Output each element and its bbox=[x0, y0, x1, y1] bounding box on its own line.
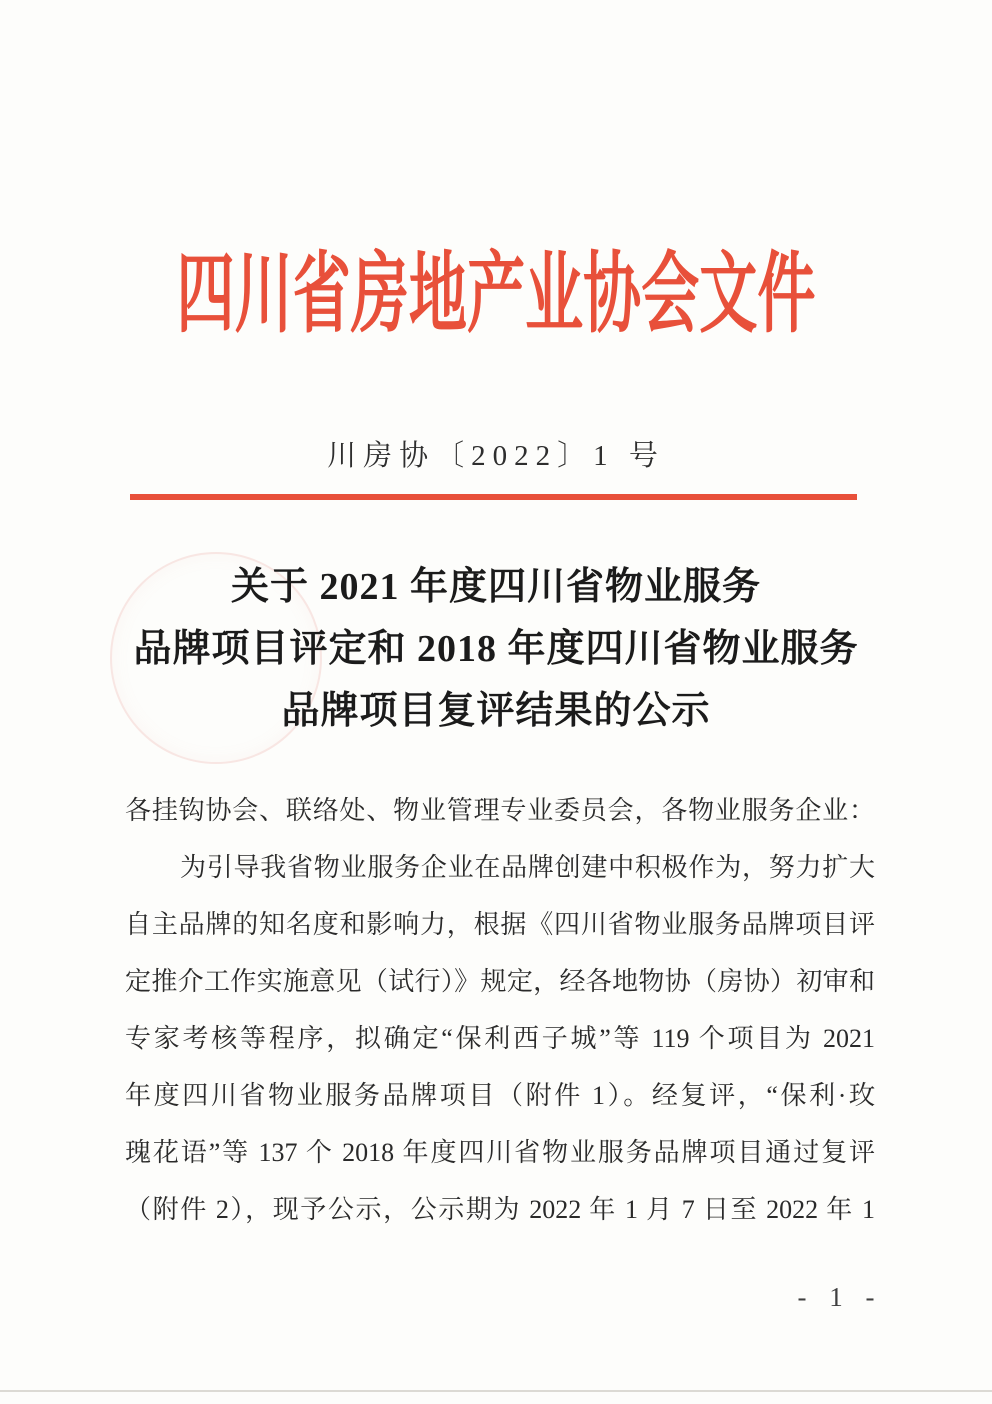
subject-title-line-2: 品牌项目评定和 2018 年度四川省物业服务 bbox=[133, 628, 859, 670]
body-line: 专家考核等程序，拟确定“保利西子城”等 119 个项目为 2021 bbox=[125, 1024, 875, 1053]
scan-bottom-edge bbox=[0, 1390, 992, 1392]
red-divider-rule bbox=[130, 494, 857, 500]
page-number: - 1 - bbox=[797, 1282, 883, 1312]
body-line: （附件 2），现予公示，公示期为 2022 年 1 月 7 日至 2022 年 1 bbox=[125, 1195, 875, 1224]
subject-title bbox=[0, 556, 992, 742]
salutation-line: 各挂钩协会、联络处、物业管理专业委员会，各物业服务企业： bbox=[125, 796, 875, 825]
body-line: 瑰花语”等 137 个 2018 年度四川省物业服务品牌项目通过复评 bbox=[125, 1138, 875, 1167]
body-line: 自主品牌的知名度和影响力，根据《四川省物业服务品牌项目评 bbox=[125, 910, 875, 939]
body-line: 为引导我省物业服务企业在品牌创建中积极作为，努力扩大 bbox=[180, 853, 875, 882]
subject-title-line-3: 品牌项目复评结果的公示 bbox=[281, 690, 711, 732]
document-body bbox=[125, 782, 875, 1238]
body-line: 年度四川省物业服务品牌项目（附件 1）。经复评，“保利·玫 bbox=[125, 1081, 875, 1110]
subject-title-line-1: 关于 2021 年度四川省物业服务 bbox=[230, 566, 761, 608]
document-reference-number: 川房协〔2022〕1 号 bbox=[327, 440, 665, 472]
body-line: 定推介工作实施意见（试行）》规定，经各地物协（房协）初审和 bbox=[125, 967, 875, 996]
agency-masthead-title: 四川省房地产业协会文件 bbox=[176, 247, 816, 344]
